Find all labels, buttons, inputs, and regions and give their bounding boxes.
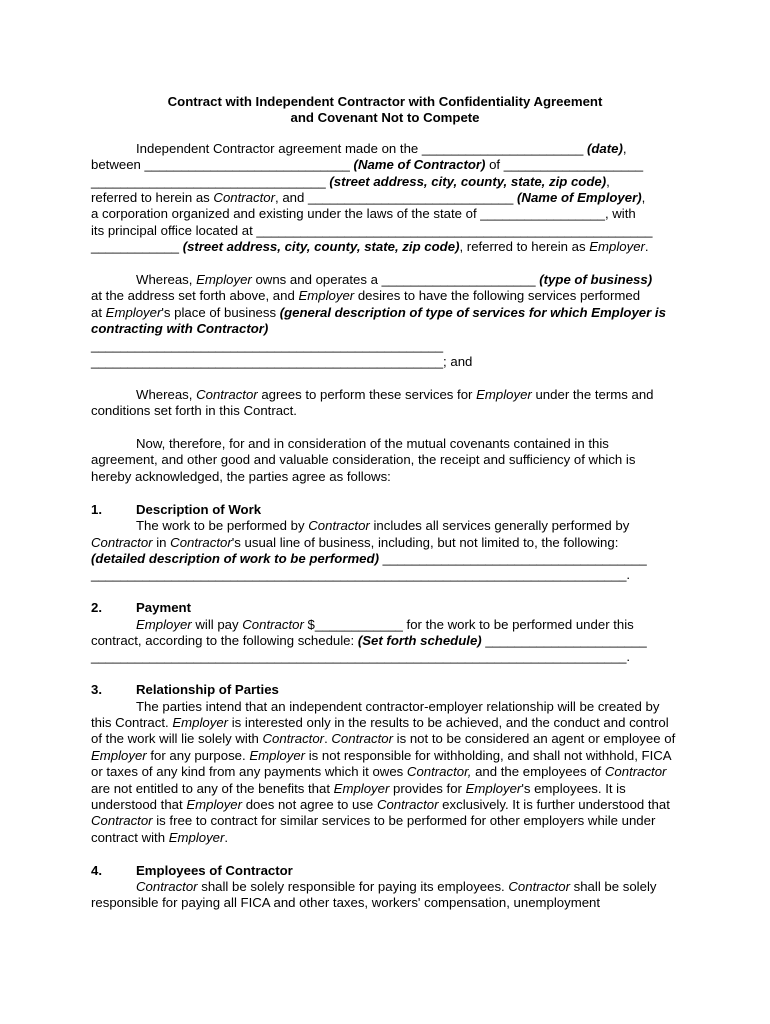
intro-paragraph [91, 141, 679, 256]
street-address-label: (street address, city, county, state, zip code) [329, 173, 607, 189]
section-4 [91, 863, 679, 912]
title-line-1: Contract with Independent Contractor with Confidentiality Agreement [167, 94, 603, 109]
section-3-body: The parties intend that an independent contractor-employer relationship will be created by this Contract. Employer is interested only in the results to be achieved, and the conduct and control of the work will lie solely with Contractor. Contractor is not to be considered an agent or employee of Employer for any purpose. Employer is not responsible for withholding, and shall not withhold, FICA or taxes of any kind from any payments which it owes Contractor, and the employees of Contractor are not entitled to any of the benefits that Employer provides for Employer's employees. It is understood that Employer does not agree to use Contractor exclusively. It is further understood that Contractor is free to contract for similar services to be performed for other employers while under contract with Employer. [91, 698, 676, 845]
title-line-2: and Covenant Not to Compete [290, 110, 480, 126]
intro-line-3: ________________________________ (street address, city, county, state, zip code), [91, 173, 610, 189]
intro-line-1: Independent Contractor agreement made on the ______________________ (date), [136, 140, 627, 156]
whereas-paragraph-1: Whereas, Employer owns and operates a _____________________ (type of business) at the address set forth above, and Employer desires to have the following services performed at Employer's place of business (general description of type of services for which Employer is contracting with Contractor) ________________________________________________ ________________________________________________; and [91, 272, 679, 370]
section-2: 2. Payment Employer will pay Contractor $____________ for the work to be performed under this contract, according to the following schedule: (Set forth schedule) ______________________ _________________________________________________________________________. [91, 600, 679, 666]
street-address-label-2: (street address, city, county, state, zip code) [182, 239, 460, 255]
services-blank-line-2: ________________________________________________ [91, 354, 444, 370]
section-4-body: Contractor shall be solely responsible for paying its employees. Contractor shall be solely responsible for paying all FICA and other taxes, workers' compensation, unemployment [91, 878, 657, 911]
intro-line-6: its principal office located at ______________________________________________________ [91, 222, 653, 238]
schedule-label: (Set forth schedule) [357, 632, 482, 648]
document-title [91, 94, 679, 127]
section-4-heading: 4. Employees of Contractor [91, 862, 293, 878]
section-3 [91, 682, 679, 846]
now-therefore-paragraph: Now, therefore, for and in consideration of the mutual covenants contained in this agreement, and other good and valuable consideration, the receipt and sufficiency of which is hereby acknowledged, the parties agree as follows: [91, 436, 636, 484]
section-1-heading: 1. Description of Work [91, 501, 262, 517]
intro-line-5: a corporation organized and existing under the laws of the state of _________________, with [91, 206, 636, 222]
date-label: (date) [586, 140, 623, 156]
business-type-label: (type of business) [539, 272, 653, 288]
work-description-label: (detailed description of work to be performed) [91, 550, 379, 566]
intro-line-7: ____________ (street address, city, county, state, zip code), referred to herein as Employer. [91, 239, 649, 255]
intro-line-2: between ____________________________ (Name of Contractor) of ___________________ [91, 157, 644, 173]
section-1: 1. Description of Work The work to be performed by Contractor includes all services generally performed by Contractor in Contractor's usual line of business, including, but not limited to, the following: (detailed description of work to be performed) ____________________________________ _________________________________________________________________________. [91, 502, 679, 584]
services-description-label: (general description of type of services for which Employer is contracting with Contractor) [91, 304, 666, 337]
employer-name-label: (Name of Employer) [517, 190, 642, 206]
intro-line-4: referred to herein as Contractor, and ____________________________ (Name of Employer), [91, 190, 646, 206]
whereas-paragraph-2: Whereas, Contractor agrees to perform these services for Employer under the terms and conditions set forth in this Contract. [91, 386, 654, 419]
payment-schedule-blank: _________________________________________________________________________. [91, 649, 631, 665]
section-3-heading: 3. Relationship of Parties [91, 682, 279, 698]
section-2-heading: 2. Payment [91, 600, 191, 616]
work-description-blank: _________________________________________________________________________. [91, 567, 631, 583]
services-blank-line-1: ________________________________________________ [91, 337, 444, 353]
contractor-name-label: (Name of Contractor) [353, 157, 486, 173]
